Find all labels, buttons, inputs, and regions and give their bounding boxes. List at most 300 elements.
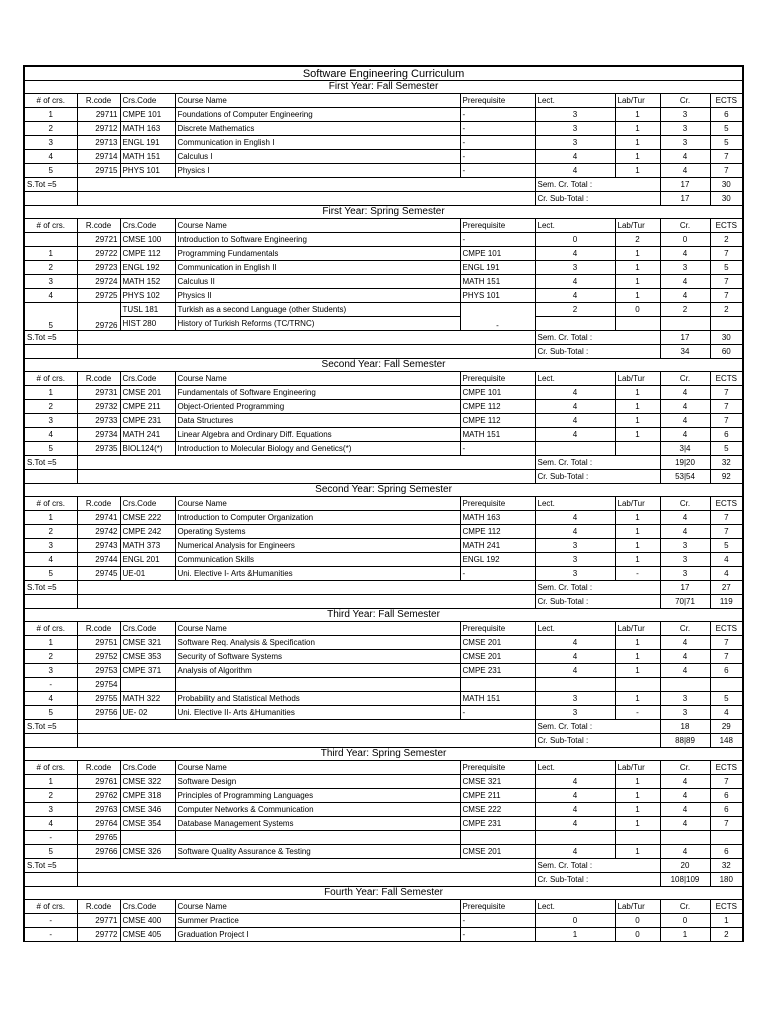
course-row: [24, 150, 743, 164]
column-header-lect: Lect.: [535, 219, 615, 233]
course-credits: 3: [660, 122, 710, 136]
course-prerequisite: CMPE 211: [460, 789, 535, 803]
course-code: CMSE 201: [120, 386, 175, 400]
column-header-crs: Crs.Code: [120, 622, 175, 636]
course-ects: 7: [710, 275, 743, 289]
course-number: [24, 233, 77, 247]
sem-total-credits: 20: [660, 859, 710, 873]
course-rcode: 29771: [77, 914, 120, 928]
course-prerequisite: MATH 241: [460, 539, 535, 553]
semester-title-row: [24, 81, 743, 94]
course-code: CMPE 101: [120, 108, 175, 122]
course-row: [24, 525, 743, 539]
course-number: 4: [24, 150, 77, 164]
course-lecture-hours: 3: [535, 136, 615, 150]
course-row: [24, 803, 743, 817]
column-header-rcode: R.code: [77, 761, 120, 775]
course-prerequisite: -: [460, 136, 535, 150]
course-lecture-hours: [535, 678, 615, 692]
course-lab-hours: 1: [615, 247, 660, 261]
course-lecture-hours: 4: [535, 414, 615, 428]
course-number: 5: [24, 706, 77, 720]
semester-total-row: [24, 581, 743, 595]
course-credits: 4: [660, 428, 710, 442]
course-ects: 7: [710, 414, 743, 428]
spacer: [24, 192, 77, 206]
column-header-crs: Crs.Code: [120, 94, 175, 108]
column-header-num: # of crs.: [24, 900, 77, 914]
spacer: [77, 345, 535, 359]
course-code: PHYS 101: [120, 164, 175, 178]
course-name: Object-Oriented Programming: [175, 400, 460, 414]
course-prerequisite: -: [460, 233, 535, 247]
course-lab-hours: [615, 678, 660, 692]
course-rcode: 29723: [77, 261, 120, 275]
sem-total-ects: 32: [710, 859, 743, 873]
course-ects: 7: [710, 164, 743, 178]
course-code: MATH 241: [120, 428, 175, 442]
course-number: -: [24, 914, 77, 928]
course-lecture-hours: 4: [535, 845, 615, 859]
course-number: 4: [24, 553, 77, 567]
course-rcode: 29764: [77, 817, 120, 831]
column-header-crs: Crs.Code: [120, 372, 175, 386]
sub-total-label: Cr. Sub-Total :: [535, 470, 660, 484]
course-prerequisite: MATH 163: [460, 511, 535, 525]
course-code: CMSE 354: [120, 817, 175, 831]
course-lab-hours: 1: [615, 692, 660, 706]
course-credits: 3: [660, 539, 710, 553]
course-code: CMPE 371: [120, 664, 175, 678]
course-lecture-hours: 4: [535, 650, 615, 664]
course-prerequisite: -: [460, 122, 535, 136]
semester-title-row: [24, 609, 743, 622]
course-row: [24, 511, 743, 525]
semester-title: Second Year: Spring Semester: [24, 484, 743, 497]
course-name: Probability and Statistical Methods: [175, 692, 460, 706]
course-code: CMSE 100: [120, 233, 175, 247]
column-header-ects: ECTS: [710, 219, 743, 233]
course-rcode: 29743: [77, 539, 120, 553]
course-lecture-hours: 4: [535, 636, 615, 650]
course-code: CMPE 211: [120, 400, 175, 414]
sub-total-label: Cr. Sub-Total :: [535, 192, 660, 206]
course-code: CMSE 400: [120, 914, 175, 928]
course-number: 1: [24, 108, 77, 122]
course-lab-hours: 1: [615, 803, 660, 817]
course-ects: 6: [710, 428, 743, 442]
course-prerequisite: -: [460, 150, 535, 164]
course-name: Computer Networks & Communication: [175, 803, 460, 817]
stot-label: S.Tot =5: [24, 720, 77, 734]
sub-total-credits: 88|89: [660, 734, 710, 748]
course-number: -: [24, 928, 77, 942]
course-lab-hours: 1: [615, 511, 660, 525]
course-code: CMPE 112: [120, 247, 175, 261]
course-ects: 4: [710, 567, 743, 581]
course-credits: 1: [660, 928, 710, 942]
course-lab-hours: 1: [615, 775, 660, 789]
course-code: BIOL124(*): [120, 442, 175, 456]
course-rcode: 29754: [77, 678, 120, 692]
course-name: Turkish as a second Language (other Students): [175, 303, 460, 317]
course-number: 1: [24, 247, 77, 261]
course-row-double-second: [24, 317, 743, 331]
course-lab-hours: 1: [615, 108, 660, 122]
course-ects: 7: [710, 511, 743, 525]
course-row: [24, 442, 743, 456]
course-rcode: 29741: [77, 511, 120, 525]
course-lecture-hours: 2: [535, 303, 615, 317]
course-lecture-hours: 4: [535, 386, 615, 400]
course-name: Data Structures: [175, 414, 460, 428]
header-row: [24, 372, 743, 386]
course-ects: 4: [710, 553, 743, 567]
column-header-crs: Crs.Code: [120, 219, 175, 233]
column-header-crs: Crs.Code: [120, 900, 175, 914]
course-ects: 6: [710, 664, 743, 678]
course-credits: 4: [660, 275, 710, 289]
course-prerequisite: [460, 831, 535, 845]
spacer: [24, 873, 77, 887]
course-row: [24, 386, 743, 400]
stot-label: S.Tot =5: [24, 859, 77, 873]
course-ects: 7: [710, 525, 743, 539]
course-credits: 3: [660, 706, 710, 720]
course-name: Physics I: [175, 164, 460, 178]
course-code: CMSE 353: [120, 650, 175, 664]
course-ects: 6: [710, 108, 743, 122]
course-lab-hours: 1: [615, 164, 660, 178]
course-name: Uni. Elective I- Arts &Humanities: [175, 567, 460, 581]
course-credits: 4: [660, 414, 710, 428]
column-header-ects: ECTS: [710, 761, 743, 775]
course-name: Physics II: [175, 289, 460, 303]
course-credits: 4: [660, 650, 710, 664]
column-header-pre: Prerequisite: [460, 622, 535, 636]
semester-total-row: [24, 331, 743, 345]
semester-title-row: [24, 748, 743, 761]
course-row: [24, 136, 743, 150]
course-row: [24, 692, 743, 706]
semester-title: First Year: Spring Semester: [24, 206, 743, 219]
course-lecture-hours: 1: [535, 928, 615, 942]
course-rcode: 29753: [77, 664, 120, 678]
course-row: [24, 914, 743, 928]
column-header-num: # of crs.: [24, 497, 77, 511]
course-prerequisite: CMPE 101: [460, 386, 535, 400]
course-ects: 7: [710, 817, 743, 831]
course-rcode: 29712: [77, 122, 120, 136]
course-number: 1: [24, 386, 77, 400]
course-lab-hours: 1: [615, 428, 660, 442]
course-number: 2: [24, 261, 77, 275]
sem-total-credits: 17: [660, 581, 710, 595]
course-prerequisite: CMPE 112: [460, 400, 535, 414]
course-name: Discrete Mathematics: [175, 122, 460, 136]
course-code: MATH 373: [120, 539, 175, 553]
spacer: [77, 331, 535, 345]
sem-total-label: Sem. Cr. Total :: [535, 178, 660, 192]
column-header-num: # of crs.: [24, 94, 77, 108]
sem-total-ects: 30: [710, 178, 743, 192]
spacer: [77, 720, 535, 734]
course-lecture-hours: 3: [535, 692, 615, 706]
course-ects: 6: [710, 845, 743, 859]
sem-total-credits: 19|20: [660, 456, 710, 470]
course-ects: 7: [710, 386, 743, 400]
course-lecture-hours: 0: [535, 233, 615, 247]
course-lab-hours: 1: [615, 400, 660, 414]
page-title: Software Engineering Curriculum: [24, 66, 743, 81]
course-name: Calculus II: [175, 275, 460, 289]
course-credits: 4: [660, 845, 710, 859]
sub-total-credits: 108|109: [660, 873, 710, 887]
course-lecture-hours: 3: [535, 706, 615, 720]
course-credits: 3|4: [660, 442, 710, 456]
course-code: ENGL 192: [120, 261, 175, 275]
column-header-num: # of crs.: [24, 372, 77, 386]
header-row: [24, 94, 743, 108]
course-number: 5: [24, 567, 77, 581]
subtotal-row: [24, 470, 743, 484]
course-row: [24, 845, 743, 859]
column-header-cr: Cr.: [660, 372, 710, 386]
course-number: 5: [24, 845, 77, 859]
course-lab-hours: 1: [615, 789, 660, 803]
course-ects: 5: [710, 539, 743, 553]
course-row: [24, 400, 743, 414]
course-prerequisite: MATH 151: [460, 692, 535, 706]
course-ects: 6: [710, 789, 743, 803]
sem-total-ects: 32: [710, 456, 743, 470]
course-code: CMSE 346: [120, 803, 175, 817]
course-credits: 4: [660, 400, 710, 414]
column-header-num: # of crs.: [24, 761, 77, 775]
course-ects: 6: [710, 803, 743, 817]
column-header-rcode: R.code: [77, 94, 120, 108]
course-prerequisite: -: [460, 706, 535, 720]
course-prerequisite: CMPE 231: [460, 664, 535, 678]
course-number: 4: [24, 289, 77, 303]
course-prerequisite: CMSE 321: [460, 775, 535, 789]
course-lab-hours: 1: [615, 386, 660, 400]
course-name: Introduction to Molecular Biology and Genetics(*): [175, 442, 460, 456]
course-rcode: 29713: [77, 136, 120, 150]
course-rcode: 29761: [77, 775, 120, 789]
course-lecture-hours: 4: [535, 275, 615, 289]
course-prerequisite: CMSE 201: [460, 636, 535, 650]
course-row: [24, 108, 743, 122]
column-header-pre: Prerequisite: [460, 900, 535, 914]
course-name: [175, 831, 460, 845]
course-prerequisite: -: [460, 914, 535, 928]
semester-title: Second Year: Fall Semester: [24, 359, 743, 372]
course-credits: 4: [660, 511, 710, 525]
course-lecture-hours: 4: [535, 164, 615, 178]
course-lecture-hours: 3: [535, 261, 615, 275]
course-row: [24, 247, 743, 261]
course-ects: [710, 831, 743, 845]
course-credits: 4: [660, 803, 710, 817]
course-rcode: 29763: [77, 803, 120, 817]
course-name: Uni. Elective II- Arts &Humanities: [175, 706, 460, 720]
course-prerequisite: -: [460, 928, 535, 942]
column-header-ects: ECTS: [710, 900, 743, 914]
header-row: [24, 622, 743, 636]
course-name: Linear Algebra and Ordinary Diff. Equations: [175, 428, 460, 442]
course-lecture-hours: 3: [535, 122, 615, 136]
course-lab-hours: [615, 317, 660, 331]
course-row: [24, 164, 743, 178]
course-prerequisite: CMSE 201: [460, 845, 535, 859]
course-number: 1: [24, 775, 77, 789]
sub-total-ects: 30: [710, 192, 743, 206]
column-header-lab: Lab/Tur: [615, 219, 660, 233]
course-rcode: 29742: [77, 525, 120, 539]
course-name: Foundations of Computer Engineering: [175, 108, 460, 122]
semester-title-row: [24, 206, 743, 219]
course-number: 1: [24, 636, 77, 650]
course-row: [24, 233, 743, 247]
course-name: Database Management Systems: [175, 817, 460, 831]
course-credits: 4: [660, 817, 710, 831]
course-prerequisite: -: [460, 164, 535, 178]
course-code: [120, 678, 175, 692]
course-ects: 1: [710, 914, 743, 928]
column-header-lect: Lect.: [535, 94, 615, 108]
course-row: [24, 817, 743, 831]
semester-total-row: [24, 859, 743, 873]
course-ects: [710, 317, 743, 331]
course-number: 3: [24, 803, 77, 817]
header-row: [24, 219, 743, 233]
stot-label: S.Tot =5: [24, 178, 77, 192]
column-header-rcode: R.code: [77, 372, 120, 386]
course-code: MATH 152: [120, 275, 175, 289]
curriculum-sheet: [23, 65, 742, 942]
course-lab-hours: 1: [615, 525, 660, 539]
course-row: [24, 539, 743, 553]
course-credits: 4: [660, 386, 710, 400]
course-credits: 0: [660, 914, 710, 928]
sub-total-label: Cr. Sub-Total :: [535, 734, 660, 748]
course-rcode: 29766: [77, 845, 120, 859]
spacer: [77, 456, 535, 470]
column-header-lect: Lect.: [535, 761, 615, 775]
course-rcode: 29724: [77, 275, 120, 289]
column-header-rcode: R.code: [77, 622, 120, 636]
course-lab-hours: -: [615, 706, 660, 720]
course-ects: 7: [710, 650, 743, 664]
course-number: 2: [24, 400, 77, 414]
column-header-cr: Cr.: [660, 761, 710, 775]
course-credits: 4: [660, 775, 710, 789]
column-header-lect: Lect.: [535, 372, 615, 386]
course-row: [24, 289, 743, 303]
course-code: PHYS 102: [120, 289, 175, 303]
semester-total-row: [24, 456, 743, 470]
course-lecture-hours: 4: [535, 511, 615, 525]
header-row: [24, 761, 743, 775]
course-prerequisite: ENGL 192: [460, 553, 535, 567]
course-credits: 3: [660, 692, 710, 706]
column-header-lab: Lab/Tur: [615, 497, 660, 511]
course-rcode: 29762: [77, 789, 120, 803]
course-number: 5: [24, 303, 77, 331]
semester-title: Fourth Year: Fall Semester: [24, 887, 743, 900]
course-prerequisite: CMPE 112: [460, 414, 535, 428]
sem-total-ects: 27: [710, 581, 743, 595]
course-lab-hours: 1: [615, 817, 660, 831]
column-header-lab: Lab/Tur: [615, 622, 660, 636]
column-header-rcode: R.code: [77, 497, 120, 511]
course-lab-hours: 1: [615, 539, 660, 553]
course-row: [24, 428, 743, 442]
column-header-ects: ECTS: [710, 94, 743, 108]
course-rcode: 29726: [77, 303, 120, 331]
course-number: 2: [24, 525, 77, 539]
course-prerequisite: CMSE 222: [460, 803, 535, 817]
spacer: [24, 734, 77, 748]
course-rcode: 29752: [77, 650, 120, 664]
course-ects: 5: [710, 692, 743, 706]
semester-title-row: [24, 887, 743, 900]
course-name: Programming Fundamentals: [175, 247, 460, 261]
sub-total-label: Cr. Sub-Total :: [535, 345, 660, 359]
course-lecture-hours: 3: [535, 553, 615, 567]
course-number: 3: [24, 664, 77, 678]
course-lab-hours: 1: [615, 275, 660, 289]
course-lecture-hours: 4: [535, 289, 615, 303]
course-name: Graduation Project I: [175, 928, 460, 942]
course-lecture-hours: 4: [535, 817, 615, 831]
course-code: CMPE 318: [120, 789, 175, 803]
sub-total-ects: 180: [710, 873, 743, 887]
course-lecture-hours: 4: [535, 664, 615, 678]
column-header-cr: Cr.: [660, 900, 710, 914]
semester-title-row: [24, 484, 743, 497]
course-rcode: 29715: [77, 164, 120, 178]
spacer: [77, 734, 535, 748]
course-rcode: 29731: [77, 386, 120, 400]
column-header-crs: Crs.Code: [120, 497, 175, 511]
course-rcode: 29725: [77, 289, 120, 303]
subtotal-row: [24, 345, 743, 359]
course-prerequisite: CMPE 231: [460, 817, 535, 831]
sem-total-label: Sem. Cr. Total :: [535, 456, 660, 470]
course-name: Security of Software Systems: [175, 650, 460, 664]
course-ects: 7: [710, 289, 743, 303]
course-ects: [710, 678, 743, 692]
sem-total-label: Sem. Cr. Total :: [535, 859, 660, 873]
course-ects: 7: [710, 636, 743, 650]
spacer: [24, 470, 77, 484]
column-header-ects: ECTS: [710, 372, 743, 386]
curriculum-table: [23, 65, 744, 942]
spacer: [77, 178, 535, 192]
course-name: [175, 678, 460, 692]
subtotal-row: [24, 595, 743, 609]
course-number: -: [24, 831, 77, 845]
course-lecture-hours: 4: [535, 775, 615, 789]
course-name: Analysis of Algorithm: [175, 664, 460, 678]
course-credits: 3: [660, 108, 710, 122]
course-lecture-hours: [535, 317, 615, 331]
course-number: 4: [24, 692, 77, 706]
sub-total-credits: 53|54: [660, 470, 710, 484]
course-rcode: 29711: [77, 108, 120, 122]
